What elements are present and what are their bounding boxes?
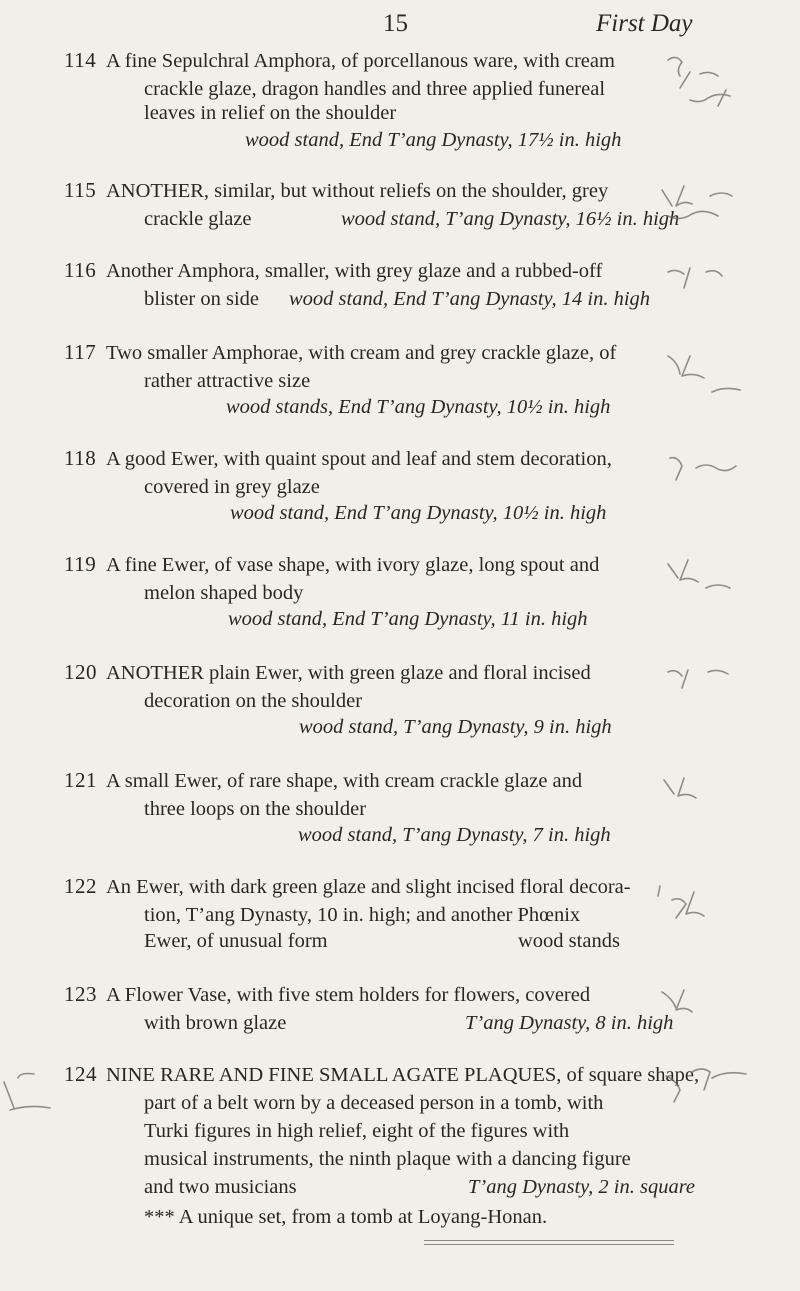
lot-number: 116 xyxy=(64,258,97,282)
lot-footnote: *** A unique set, from a tomb at Loyang-Honan. xyxy=(144,1206,548,1228)
lot-number: 119 xyxy=(64,552,97,576)
lot-stand-line: wood stand, End T’ang Dynasty, 10½ in. high xyxy=(230,502,607,524)
lot-number: 115 xyxy=(64,178,97,202)
lot-number: 121 xyxy=(64,768,97,792)
lot-description-line: and two musicians xyxy=(144,1176,297,1198)
lot-description-line: decoration on the shoulder xyxy=(144,690,363,712)
page-number: 15 xyxy=(383,10,408,37)
lot-number: 124 xyxy=(64,1062,97,1086)
lot-description-line: A Flower Vase, with five stem holders for flowers, covered xyxy=(106,984,591,1006)
lot-number: 120 xyxy=(64,660,97,684)
lot-description-line: crackle glaze, dragon handles and three applied funereal xyxy=(144,78,606,100)
lot-number: 117 xyxy=(64,340,97,364)
lot-number: 114 xyxy=(64,48,97,72)
page-header xyxy=(0,6,800,40)
lot-stand-line: wood stand, T’ang Dynasty, 9 in. high xyxy=(299,716,612,738)
closing-rule xyxy=(424,1240,674,1245)
lot-description-line: NINE RARE AND FINE SMALL AGATE PLAQUES, of square shape, xyxy=(106,1064,700,1086)
lot-description-line: covered in grey glaze xyxy=(144,476,320,498)
lot-description-line: melon shaped body xyxy=(144,582,304,604)
lot-number: 123 xyxy=(64,982,97,1006)
lot-description-line: Turki figures in high relief, eight of the figures with xyxy=(144,1120,570,1142)
lot-description-line: tion, T’ang Dynasty, 10 in. high; and another Phœnix xyxy=(144,904,581,926)
lot-description-line: ANOTHER, similar, but without reliefs on the shoulder, grey xyxy=(106,180,609,202)
lot-stand-line: wood stand, End T’ang Dynasty, 11 in. high xyxy=(228,608,588,630)
lot-description-line: rather attractive size xyxy=(144,370,311,392)
lot-description-line: part of a belt worn by a deceased person in a tomb, with xyxy=(144,1092,604,1114)
lot-stand-line: wood stand, T’ang Dynasty, 7 in. high xyxy=(298,824,611,846)
lot-description-line: Ewer, of unusual form xyxy=(144,930,328,952)
lot-stand-line: wood stands, End T’ang Dynasty, 10½ in. high xyxy=(226,396,611,418)
sale-day-heading: First Day xyxy=(596,10,693,37)
lot-stand-line: wood stands xyxy=(518,930,620,952)
lot-description-line: with brown glaze xyxy=(144,1012,287,1034)
lot-description-line: ANOTHER plain Ewer, with green glaze and floral incised xyxy=(106,662,591,684)
lot-description-line: three loops on the shoulder xyxy=(144,798,367,820)
lot-description-line: Another Amphora, smaller, with grey glaze and a rubbed-off xyxy=(106,260,603,282)
lot-description-line: blister on side xyxy=(144,288,260,310)
lot-description-line: A small Ewer, of rare shape, with cream crackle glaze and xyxy=(106,770,583,792)
lot-description-line: A good Ewer, with quaint spout and leaf and stem decoration, xyxy=(106,448,612,470)
lot-description-line: leaves in relief on the shoulder xyxy=(144,102,397,124)
lot-description-line: An Ewer, with dark green glaze and slight incised floral decora- xyxy=(106,876,631,898)
lot-description-line: A fine Ewer, of vase shape, with ivory glaze, long spout and xyxy=(106,554,600,576)
lot-stand-line: wood stand, T’ang Dynasty, 16½ in. high xyxy=(341,208,680,230)
lot-description-line: Two smaller Amphorae, with cream and grey crackle glaze, of xyxy=(106,342,617,364)
lot-description-line: A fine Sepulchral Amphora, of porcellanous ware, with cream xyxy=(106,50,615,72)
lot-description-line: musical instruments, the ninth plaque with a dancing figure xyxy=(144,1148,631,1170)
lot-number: 122 xyxy=(64,874,97,898)
lot-description-line: crackle glaze xyxy=(144,208,252,230)
lot-stand-line: T’ang Dynasty, 8 in. high xyxy=(465,1012,674,1034)
lot-number: 118 xyxy=(64,446,97,470)
lot-stand-line: T’ang Dynasty, 2 in. square xyxy=(468,1176,696,1198)
lot-stand-line: wood stand, End T’ang Dynasty, 17½ in. high xyxy=(245,129,622,151)
lot-stand-line: wood stand, End T’ang Dynasty, 14 in. high xyxy=(289,288,651,310)
